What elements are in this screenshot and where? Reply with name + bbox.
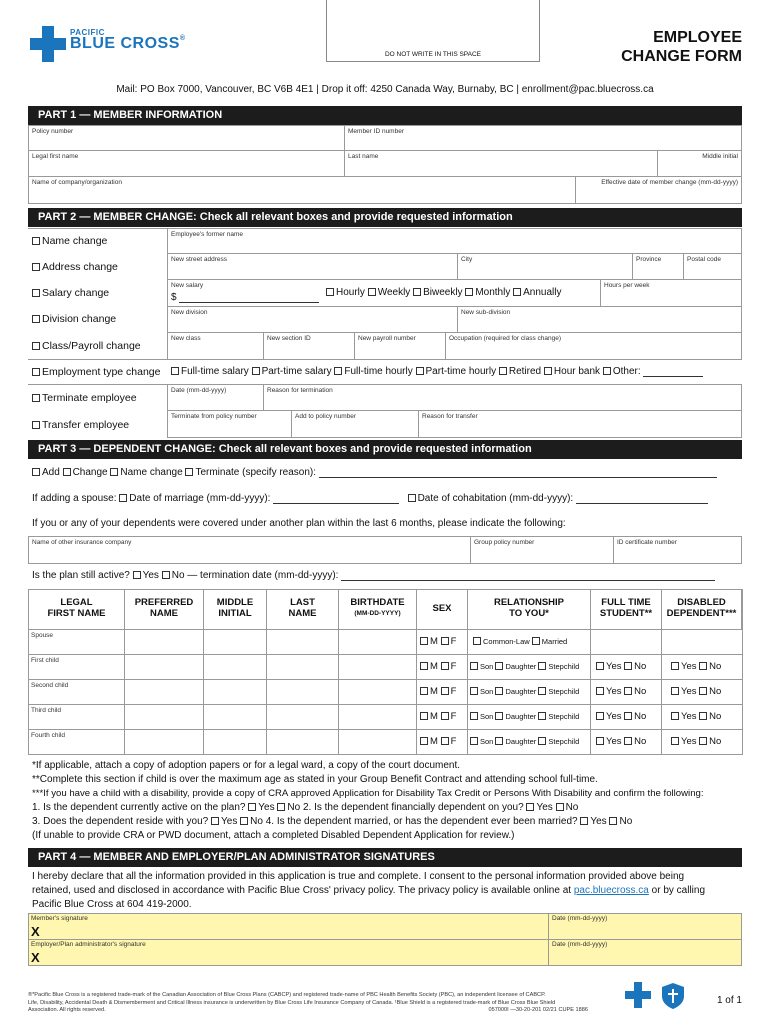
female-checkbox-icon[interactable] xyxy=(441,662,449,670)
add-to-policy-field[interactable]: Add to policy number xyxy=(291,410,419,438)
hour-bank-checkbox-icon[interactable] xyxy=(544,367,552,375)
col-middle-initial: MIDDLE INITIAL xyxy=(216,597,254,619)
yes-checkbox-icon[interactable] xyxy=(671,687,679,695)
col-birthdate: BIRTHDATE (MM-DD-YYYY) xyxy=(350,597,405,617)
daughter-checkbox-icon[interactable] xyxy=(495,737,503,745)
col-disabled-dependent: DISABLED DEPENDENT*** xyxy=(666,597,737,619)
brand-name: BLUE CROSS® xyxy=(70,35,186,52)
division-change-option[interactable]: Division change xyxy=(32,313,116,325)
child2-student: Yes No xyxy=(596,686,646,697)
brand-top: PACIFIC xyxy=(70,28,105,37)
child2-relationship: Son Daughter Stepchild xyxy=(470,687,579,696)
col-preferred-name: PREFERRED NAME xyxy=(134,597,194,619)
child1-disabled: Yes No xyxy=(671,661,721,672)
row-third-child-label: Third child xyxy=(31,707,61,714)
no-checkbox-icon[interactable] xyxy=(624,662,632,670)
common-law-checkbox-icon[interactable] xyxy=(473,637,481,645)
spouse-relationship: Common-Law Married xyxy=(473,637,567,646)
no-checkbox-icon[interactable] xyxy=(624,687,632,695)
cohabitation-date-input[interactable] xyxy=(576,495,708,504)
disability-questions-1: 1. Is the dependent currently active on the plan? Yes No 2. Is the dependent financially dependent on you? Yes No xyxy=(32,802,579,813)
employer-date-field[interactable]: Date (mm-dd-yyyy) xyxy=(552,941,608,948)
yes-checkbox-icon[interactable] xyxy=(248,803,256,811)
transfer-reason-field[interactable]: Reason for transfer xyxy=(418,410,742,438)
yes-checkbox-icon[interactable] xyxy=(211,817,219,825)
biweekly-checkbox-icon[interactable] xyxy=(413,288,421,296)
no-checkbox-icon[interactable] xyxy=(699,662,707,670)
child2-sex: M F xyxy=(420,686,456,697)
termination-reason-field[interactable]: Reason for termination xyxy=(263,384,742,411)
no-checkbox-icon[interactable] xyxy=(556,803,564,811)
no-checkbox-icon[interactable] xyxy=(699,687,707,695)
terminate-employee-option[interactable]: Terminate employee xyxy=(32,392,137,404)
form-title: EMPLOYEE CHANGE FORM xyxy=(621,29,742,65)
new-payroll-field[interactable]: New payroll number xyxy=(354,332,446,360)
terminate-reason-input[interactable] xyxy=(319,469,717,478)
terminate-from-policy-field[interactable]: Terminate from policy number xyxy=(167,410,292,438)
name-change-checkbox-icon[interactable] xyxy=(110,468,118,476)
male-checkbox-icon[interactable] xyxy=(420,712,428,720)
no-checkbox-icon[interactable] xyxy=(162,571,170,579)
member-signature-label: Member's signature xyxy=(31,915,88,922)
mailing-info: Mail: PO Box 7000, Vancouver, BC V6B 4E1 | Drop it off: 4250 Canada Way, Burnaby, BC | enrollment@pac.bluecross.ca xyxy=(116,84,654,95)
class-payroll-change-option[interactable]: Class/Payroll change xyxy=(32,340,141,352)
col-relationship: RELATIONSHIP TO YOU* xyxy=(493,597,565,619)
female-checkbox-icon[interactable] xyxy=(441,687,449,695)
son-checkbox-icon[interactable] xyxy=(470,712,478,720)
child2-disabled: Yes No xyxy=(671,686,721,697)
col-last-name: LAST NAME xyxy=(288,597,317,619)
stepchild-checkbox-icon[interactable] xyxy=(538,687,546,695)
female-checkbox-icon[interactable] xyxy=(441,737,449,745)
member-id-field[interactable]: Member ID number xyxy=(344,125,742,151)
daughter-checkbox-icon[interactable] xyxy=(495,687,503,695)
hours-per-week-field[interactable]: Hours per week xyxy=(600,279,742,307)
pacific-blue-cross-logo-icon xyxy=(30,26,66,62)
monthly-checkbox-icon[interactable] xyxy=(465,288,473,296)
middle-initial-field[interactable]: Middle initial xyxy=(657,150,742,177)
child4-sex: M F xyxy=(420,736,456,747)
no-checkbox-icon[interactable] xyxy=(624,712,632,720)
change-checkbox-icon[interactable] xyxy=(63,468,71,476)
employment-type-change-option[interactable]: Employment type change xyxy=(32,366,160,378)
retired-checkbox-icon[interactable] xyxy=(499,367,507,375)
declaration-text: I hereby declare that all the information provided in this application is true and complete. I consent to the personal information provided above being retained, used and disclosed in accordance with Pacific Blue Cross' privacy policy. The privacy policy is available online at pac.bluecross.ca or by calling Pacific Blue Cross at 604 419-2000. xyxy=(32,871,706,910)
child3-student: Yes No xyxy=(596,711,646,722)
child1-student: Yes No xyxy=(596,661,646,672)
name-change-option[interactable]: Name change xyxy=(32,235,107,247)
row-fourth-child-label: Fourth child xyxy=(31,732,65,739)
new-division-field[interactable]: New division xyxy=(167,306,458,333)
child1-relationship: Son Daughter Stepchild xyxy=(470,662,579,671)
female-checkbox-icon[interactable] xyxy=(441,637,449,645)
child3-disabled: Yes No xyxy=(671,711,721,722)
weekly-checkbox-icon[interactable] xyxy=(368,288,376,296)
new-class-field[interactable]: New class xyxy=(167,332,264,360)
postal-code-field[interactable]: Postal code xyxy=(683,253,742,280)
former-name-field[interactable]: Employee's former name xyxy=(167,228,742,254)
new-subdivision-field[interactable]: New sub-division xyxy=(457,306,742,333)
ft-salary-checkbox-icon[interactable] xyxy=(171,367,179,375)
son-checkbox-icon[interactable] xyxy=(470,687,478,695)
no-checkbox-icon[interactable] xyxy=(699,712,707,720)
female-checkbox-icon[interactable] xyxy=(441,712,449,720)
salary-input[interactable]: $ xyxy=(171,292,319,303)
address-change-option[interactable]: Address change xyxy=(32,261,118,273)
hourly-checkbox-icon[interactable] xyxy=(326,288,334,296)
ft-hourly-checkbox-icon[interactable] xyxy=(334,367,342,375)
son-checkbox-icon[interactable] xyxy=(470,662,478,670)
male-checkbox-icon[interactable] xyxy=(420,687,428,695)
col-sex: SEX xyxy=(432,603,452,614)
no-checkbox-icon[interactable] xyxy=(240,817,248,825)
dependent-action-options: Add Change Name change Terminate (specify reason): xyxy=(32,467,717,478)
part4-header: PART 4 — MEMBER AND EMPLOYER/PLAN ADMINISTRATOR SIGNATURES xyxy=(28,848,742,867)
yes-checkbox-icon[interactable] xyxy=(671,737,679,745)
salary-change-option[interactable]: Salary change xyxy=(32,287,109,299)
transfer-employee-option[interactable]: Transfer employee xyxy=(32,419,129,431)
page-number: 1 of 1 xyxy=(716,995,742,1006)
member-date-field[interactable]: Date (mm-dd-yyyy) xyxy=(552,915,608,922)
child4-relationship: Son Daughter Stepchild xyxy=(470,737,579,746)
no-checkbox-icon[interactable] xyxy=(277,803,285,811)
male-checkbox-icon[interactable] xyxy=(420,662,428,670)
member-signature-field[interactable]: X xyxy=(31,924,40,939)
part1-header: PART 1 — MEMBER INFORMATION xyxy=(28,106,742,125)
add-checkbox-icon[interactable] xyxy=(32,468,40,476)
other-plan-question: If you or any of your dependents were covered under another plan within the last 6 months, please indicate the following: xyxy=(32,518,566,529)
marriage-date-input[interactable] xyxy=(273,495,399,504)
footer-legal: ®*Pacific Blue Cross is a registered trade-mark of the Canadian Association of Blue Cross Plans (CABCP) and registered trade-name of PBC Health Benefits Society (PBC), an independent licensee of CABCP. Life, Disability, Accidental Death & Dismemberment and Critical Illness insurance is underwritten by Blue Cross Life Insurance Company of Canada. ¹Blue Shield is a registered trade-mark of Blue Cross Blue Shield Association. All rights reserved. 057000I —30-20-201 02/21 CUPE 1886 xyxy=(28,992,588,1013)
child1-sex: M F xyxy=(420,661,456,672)
privacy-policy-link[interactable]: pac.bluecross.ca xyxy=(573,885,649,896)
other-input[interactable] xyxy=(643,368,703,377)
disability-questions-2: 3. Does the dependent reside with you? Yes No 4. Is the dependent married, or has the dependent ever been married? Yes No xyxy=(32,816,633,827)
no-checkbox-icon[interactable] xyxy=(699,737,707,745)
province-field[interactable]: Province xyxy=(632,253,684,280)
city-field[interactable]: City xyxy=(457,253,633,280)
yes-checkbox-icon[interactable] xyxy=(596,687,604,695)
legal-first-name-field[interactable]: Legal first name xyxy=(28,150,345,177)
child4-disabled: Yes No xyxy=(671,736,721,747)
company-field[interactable]: Name of company/organization xyxy=(28,176,576,204)
spouse-sex: M F xyxy=(420,636,456,647)
no-checkbox-icon[interactable] xyxy=(609,817,617,825)
other-checkbox-icon[interactable] xyxy=(603,367,611,375)
other-insurance-company-field[interactable]: Name of other insurance company xyxy=(28,536,471,564)
checkbox-icon[interactable] xyxy=(32,342,40,350)
pt-salary-checkbox-icon[interactable] xyxy=(252,367,260,375)
yes-checkbox-icon[interactable] xyxy=(526,803,534,811)
note-student: **Complete this section if child is over the maximum age as stated in your Group Benefit Contract and attending school full-time. xyxy=(32,774,598,785)
child3-relationship: Son Daughter Stepchild xyxy=(470,712,579,721)
yes-checkbox-icon[interactable] xyxy=(596,737,604,745)
cohabitation-checkbox-icon[interactable] xyxy=(408,494,416,502)
male-checkbox-icon[interactable] xyxy=(420,737,428,745)
marriage-checkbox-icon[interactable] xyxy=(119,494,127,502)
yes-checkbox-icon[interactable] xyxy=(133,571,141,579)
member-signature-row xyxy=(28,913,742,940)
employment-type-options: Full-time salary Part-time salary Full-time hourly Part-time hourly Retired Hour bank Other: xyxy=(171,366,703,377)
yes-checkbox-icon[interactable] xyxy=(671,712,679,720)
checkbox-icon[interactable] xyxy=(32,289,40,297)
termination-date-input[interactable] xyxy=(341,572,715,581)
male-checkbox-icon[interactable] xyxy=(420,637,428,645)
checkbox-icon[interactable] xyxy=(32,315,40,323)
yes-checkbox-icon[interactable] xyxy=(580,817,588,825)
stepchild-checkbox-icon[interactable] xyxy=(538,662,546,670)
effective-date-field[interactable]: Effective date of member change (mm-dd-yyyy) xyxy=(575,176,742,204)
checkbox-icon[interactable] xyxy=(32,263,40,271)
id-certificate-field[interactable]: ID certificate number xyxy=(613,536,742,564)
yes-checkbox-icon[interactable] xyxy=(596,662,604,670)
blue-cross-footer-icon xyxy=(625,982,651,1008)
part2-header: PART 2 — MEMBER CHANGE: Check all relevant boxes and provide requested information xyxy=(28,208,742,227)
checkbox-icon[interactable] xyxy=(32,421,40,429)
new-salary-label: New salary xyxy=(171,282,204,289)
checkbox-icon[interactable] xyxy=(32,394,40,402)
spouse-dates-row: If adding a spouse: Date of marriage (mm-dd-yyyy): Date of cohabitation (mm-dd-yyyy): xyxy=(32,493,708,504)
son-checkbox-icon[interactable] xyxy=(470,737,478,745)
pay-frequency-options: Hourly Weekly Biweekly Monthly Annually xyxy=(326,287,561,298)
group-policy-field[interactable]: Group policy number xyxy=(470,536,614,564)
yes-checkbox-icon[interactable] xyxy=(596,712,604,720)
plan-active-row: Is the plan still active? Yes No — termination date (mm-dd-yyyy): xyxy=(32,570,715,581)
col-legal-name: LEGAL FIRST NAME xyxy=(47,597,106,619)
married-checkbox-icon[interactable] xyxy=(532,637,540,645)
note-disabled-application: (If unable to provide CRA or PWD document, attach a completed Disabled Dependent Application for review.) xyxy=(32,830,515,841)
note-disability: ***If you have a child with a disability, provide a copy of CRA approved Application for Disability Tax Credit or Persons With Disability and confirm the following: xyxy=(32,788,704,799)
termination-date-field[interactable]: Date (mm-dd-yyyy) xyxy=(167,384,264,411)
daughter-checkbox-icon[interactable] xyxy=(495,662,503,670)
no-checkbox-icon[interactable] xyxy=(624,737,632,745)
terminate-checkbox-icon[interactable] xyxy=(185,468,193,476)
pt-hourly-checkbox-icon[interactable] xyxy=(416,367,424,375)
blue-shield-footer-icon xyxy=(660,982,686,1010)
stepchild-checkbox-icon[interactable] xyxy=(538,712,546,720)
daughter-checkbox-icon[interactable] xyxy=(495,712,503,720)
policy-number-field[interactable]: Policy number xyxy=(28,125,345,151)
row-second-child-label: Second child xyxy=(31,682,69,689)
child3-sex: M F xyxy=(420,711,456,722)
last-name-field[interactable]: Last name xyxy=(344,150,658,177)
checkbox-icon[interactable] xyxy=(32,237,40,245)
stepchild-checkbox-icon[interactable] xyxy=(538,737,546,745)
child4-student: Yes No xyxy=(596,736,646,747)
part3-header: PART 3 — DEPENDENT CHANGE: Check all relevant boxes and provide requested information xyxy=(28,440,742,459)
col-full-time-student: FULL TIME STUDENT** xyxy=(599,597,653,619)
employer-signature-label: Employer/Plan administrator's signature xyxy=(31,941,146,948)
new-section-field[interactable]: New section ID xyxy=(263,332,355,360)
employer-signature-field[interactable]: X xyxy=(31,950,40,965)
annually-checkbox-icon[interactable] xyxy=(513,288,521,296)
note-adoption: *If applicable, attach a copy of adoption papers or for a legal ward, a copy of the court document. xyxy=(32,760,461,771)
occupation-field[interactable]: Occupation (required for class change) xyxy=(445,332,742,360)
do-not-write-box: DO NOT WRITE IN THIS SPACE xyxy=(326,0,540,62)
yes-checkbox-icon[interactable] xyxy=(671,662,679,670)
row-first-child-label: First child xyxy=(31,657,59,664)
street-field[interactable]: New street address xyxy=(167,253,458,280)
checkbox-icon[interactable] xyxy=(32,368,40,376)
row-spouse-label: Spouse xyxy=(31,632,54,639)
